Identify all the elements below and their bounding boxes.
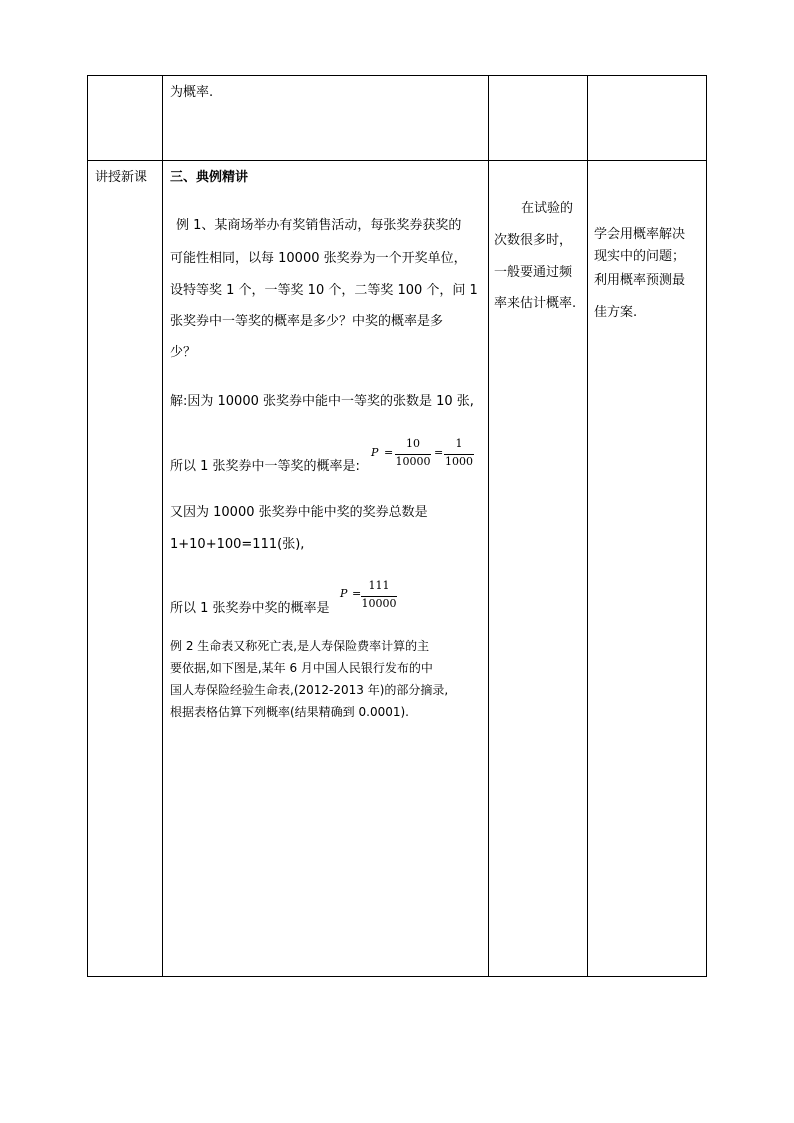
solution-line: 1+10+100=111(张), [170, 537, 305, 552]
table-border-top [87, 75, 707, 76]
solution-line: 解:因为 10000 张奖券中能中一等奖的张数是 10 张, [170, 394, 474, 409]
note-line: 次数很多时， [494, 233, 573, 248]
fraction-2 [443, 437, 475, 471]
table-row-divider [87, 160, 707, 161]
example2-line: 根据表格估算下列概率(结果精确到 0.0001). [170, 705, 409, 719]
table-border-bottom [87, 976, 707, 977]
intent-line: 利用概率预测最 [594, 273, 686, 288]
note-line: 率来估计概率. [494, 296, 577, 311]
formula-equals: = [352, 587, 362, 600]
example1-line: 可能性相同，以每 10000 张奖券为一个开奖单位， [170, 251, 467, 266]
formula-p-symbol: P [371, 446, 379, 459]
note-line: 在试验的 [521, 201, 574, 216]
formula-p-symbol: P [340, 587, 348, 600]
example1-line: 设特等奖 1 个，一等奖 10 个，二等奖 100 个，问 1 [170, 283, 478, 298]
table-col-divider-2 [488, 75, 489, 977]
intent-line: 佳方案. [594, 305, 638, 320]
fraction-denominator: 10000 [361, 597, 397, 610]
row1-content: 为概率. [170, 85, 214, 100]
table-border-right [706, 75, 707, 977]
intent-line: 现实中的问题； [594, 249, 686, 264]
section-heading: 三、典例精讲 [170, 170, 249, 185]
table-col-divider-3 [587, 75, 588, 977]
table-col-divider-1 [162, 75, 163, 977]
fraction-denominator: 10000 [395, 455, 431, 468]
intent-line: 学会用概率解决 [594, 227, 686, 242]
solution-line: 所以 1 张奖券中一等奖的概率是: [170, 459, 360, 474]
section-label: 讲授新课 [95, 170, 148, 185]
fraction-numerator: 10 [406, 437, 420, 450]
table-border-left [87, 75, 88, 977]
fraction-numerator: 1 [455, 437, 463, 450]
formula-equals: = [434, 446, 444, 459]
example1-line: 张奖券中一等奖的概率是多少？中奖的概率是多 [170, 314, 444, 329]
solution-line: 又因为 10000 张奖券中能中奖的奖券总数是 [170, 505, 428, 520]
fraction-numerator: 111 [368, 579, 390, 592]
example1-line: 例 1、某商场举办有奖销售活动，每张奖券获奖的 [176, 218, 462, 233]
example1-line: 少？ [170, 345, 197, 360]
example2-line: 要依据,如下图是,某年 6 月中国人民银行发布的中 [170, 661, 433, 675]
fraction-3 [360, 579, 398, 613]
note-line: 一般要通过频 [494, 265, 573, 280]
example2-line: 国人寿保险经验生命表,(2012-2013 年)的部分摘录, [170, 683, 449, 697]
example2-line: 例 2 生命表又称死亡表,是人寿保险费率计算的主 [170, 639, 430, 653]
fraction-1 [394, 437, 432, 471]
solution-line: 所以 1 张奖券中奖的概率是 [170, 601, 330, 616]
fraction-denominator: 1000 [445, 455, 473, 468]
formula-equals: = [384, 446, 394, 459]
